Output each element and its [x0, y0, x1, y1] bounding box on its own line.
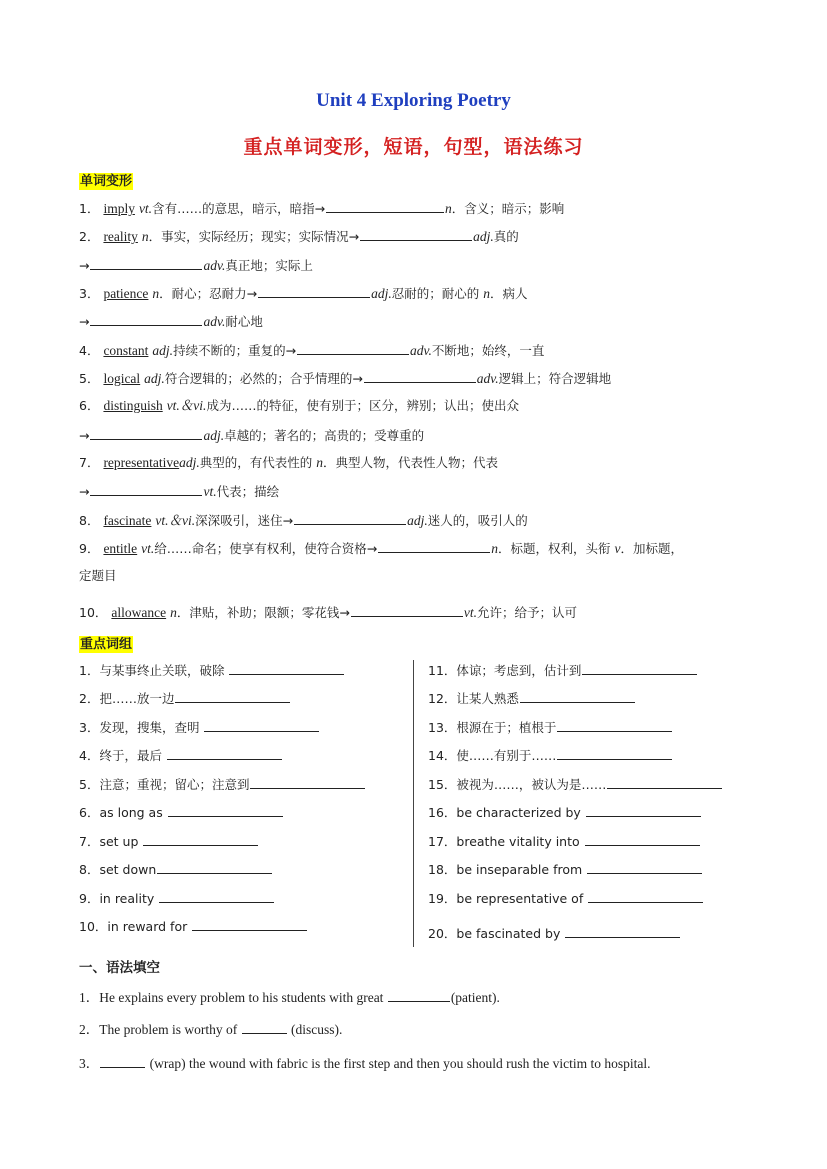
phrase-text: in reality	[99, 891, 155, 906]
phrase-num: 7．	[79, 834, 100, 849]
phrase-item	[79, 860, 273, 879]
vocab-word: entitle	[103, 541, 138, 556]
vocab-pos: vt.＆vi.	[155, 513, 196, 528]
vocab-pos: adj.	[473, 229, 494, 244]
phrase-text: 被视为……，被认为是……	[456, 777, 607, 792]
answer-blank[interactable]	[326, 199, 444, 213]
phrase-num: 3．	[79, 720, 100, 735]
phrase-num: 10．	[79, 919, 108, 934]
answer-blank[interactable]	[565, 924, 680, 938]
vocab-item-9	[79, 539, 683, 558]
vocab-def: ．标题，权利，头衔	[498, 541, 611, 556]
vocab-num: 6．	[79, 398, 100, 413]
phrase-num: 15．	[428, 777, 457, 792]
vocab-pos: n	[316, 455, 324, 470]
phrase-item	[79, 661, 345, 680]
vocab-pos: vt.＆vi.	[166, 398, 207, 413]
answer-blank[interactable]	[192, 917, 307, 931]
vocab-word: allowance	[111, 605, 167, 620]
vocab-def: ．病人	[490, 286, 528, 301]
column-divider	[413, 660, 414, 947]
arrow: →	[79, 258, 90, 273]
vocab-pos: n	[152, 286, 160, 301]
phrase-item	[79, 803, 284, 822]
vocab-def: 逻辑上；符合逻辑地	[498, 371, 612, 386]
vocab-item-9-cont	[79, 567, 117, 585]
vocab-def: 深深吸引，迷住→	[195, 513, 294, 528]
vocab-pos: vt.	[463, 605, 477, 620]
vocab-word: distinguish	[103, 398, 163, 413]
answer-blank[interactable]	[90, 256, 202, 270]
vocab-pos: vt.	[138, 201, 153, 216]
answer-blank[interactable]	[229, 661, 344, 675]
vocab-pos: adj.	[407, 513, 428, 528]
vocab-num: 3．	[79, 286, 100, 301]
vocab-def: 成为……的特征，使有别于；区分，辨别；认出；使出众	[206, 398, 519, 413]
vocab-item-7-cont	[79, 482, 279, 501]
section-grammar-heading: 一、语法填空	[79, 960, 160, 976]
phrase-num: 16．	[428, 805, 457, 820]
page-title: Unit 4 Exploring Poetry	[316, 90, 511, 111]
vocab-pos: adv.	[410, 343, 432, 358]
vocab-word: reality	[103, 229, 138, 244]
answer-blank[interactable]	[242, 1020, 287, 1034]
vocab-pos: adj.	[144, 371, 165, 386]
vocab-word: logical	[103, 371, 141, 386]
phrase-num: 19．	[428, 891, 457, 906]
vocab-word: imply	[103, 201, 135, 216]
grammar-text: He explains every problem to his students with great	[99, 990, 387, 1005]
vocab-pos: n	[445, 201, 452, 216]
section-vocab-label: 单词变形	[80, 174, 133, 189]
phrase-text: be representative of	[456, 891, 584, 906]
phrase-num: 11．	[428, 663, 457, 678]
vocab-def: 持续不断的；重复的→	[173, 343, 297, 358]
vocab-item-3	[79, 284, 528, 303]
phrase-text: 终于，最后	[99, 748, 162, 763]
answer-blank[interactable]	[258, 284, 370, 298]
vocab-num: 9．	[79, 541, 100, 556]
answer-blank[interactable]	[143, 832, 258, 846]
vocab-def: 真的	[493, 229, 519, 244]
phrase-num: 6．	[79, 805, 100, 820]
phrase-item	[428, 775, 723, 794]
vocab-num: 1．	[79, 201, 100, 216]
phrase-item	[428, 746, 673, 765]
phrase-item	[79, 775, 366, 794]
phrase-num: 17．	[428, 834, 457, 849]
vocab-pos: adj.	[371, 286, 392, 301]
page-subtitle: 重点单词变形，短语，句型，语法练习	[243, 136, 584, 158]
answer-blank[interactable]	[557, 718, 672, 732]
phrase-num: 2．	[79, 691, 100, 706]
phrase-item	[428, 832, 701, 851]
vocab-def: 耐心地	[225, 314, 263, 329]
vocab-word: constant	[103, 343, 149, 358]
grammar-item-1	[79, 988, 500, 1007]
vocab-word: patience	[103, 286, 149, 301]
phrase-text: 与某事终止关联，破除	[99, 663, 225, 678]
phrase-num: 9．	[79, 891, 100, 906]
answer-blank[interactable]	[378, 539, 490, 553]
vocab-num: 2．	[79, 229, 100, 244]
vocab-def: 卓越的；著名的；高贵的；受尊重的	[224, 428, 425, 443]
vocab-def: ．耐心；忍耐力→	[159, 286, 258, 301]
vocab-num: 10．	[79, 605, 108, 620]
phrase-item	[428, 924, 681, 943]
vocab-pos: vt.	[203, 484, 217, 499]
grammar-text: The problem is worthy of	[99, 1022, 241, 1037]
vocab-pos: adv.	[203, 314, 226, 329]
vocab-num: 7．	[79, 455, 100, 470]
vocab-def: 给……命名；使享有权利，使符合资格→	[154, 541, 378, 556]
vocab-item-6	[79, 397, 519, 415]
answer-blank[interactable]	[294, 511, 406, 525]
phrase-text: be characterized by	[456, 805, 581, 820]
phrase-text: 根源在于；植根于	[456, 720, 557, 735]
vocab-item-4	[79, 341, 544, 360]
phrase-num: 1．	[79, 663, 100, 678]
answer-blank[interactable]	[90, 482, 202, 496]
answer-blank[interactable]	[582, 661, 697, 675]
vocab-def: ．加标题，	[620, 541, 684, 556]
phrase-text: 让某人熟悉	[456, 691, 519, 706]
answer-blank[interactable]	[157, 860, 272, 874]
answer-blank[interactable]	[250, 775, 365, 789]
grammar-num: 2．	[79, 1022, 100, 1037]
vocab-pos: v	[614, 541, 621, 556]
vocab-def: 允许；给予；认可	[476, 605, 577, 620]
answer-blank[interactable]	[587, 860, 702, 874]
phrase-text: 体谅；考虑到，估计到	[456, 663, 582, 678]
phrase-text: 注意；重视；留心；注意到	[99, 777, 250, 792]
phrase-num: 20．	[428, 926, 457, 941]
vocab-def: 代表；描绘	[216, 484, 280, 499]
answer-blank[interactable]	[90, 426, 202, 440]
vocab-def: ．含义；暗示；影响	[451, 201, 565, 216]
vocab-item-6-cont	[79, 426, 424, 445]
vocab-def: 定题目	[79, 568, 117, 583]
phrase-item	[428, 889, 704, 908]
phrase-item	[428, 661, 698, 680]
phrase-item	[79, 832, 259, 851]
phrase-num: 4．	[79, 748, 100, 763]
grammar-text: (wrap) the wound with fabric is the first step and then you should rush the victim to hospital.	[146, 1056, 651, 1071]
phrase-text: set up	[99, 834, 139, 849]
vocab-def: 忍耐的；耐心的	[391, 286, 480, 301]
grammar-num: 3．	[79, 1056, 100, 1071]
vocab-def: 符合逻辑的；必然的；合乎情理的→	[164, 371, 363, 386]
answer-blank[interactable]	[360, 227, 472, 241]
answer-blank[interactable]	[364, 369, 476, 383]
vocab-item-1	[79, 199, 564, 218]
vocab-def: ．津贴，补助；限额；零花钱→	[176, 605, 350, 620]
phrase-num: 5．	[79, 777, 100, 792]
arrow: →	[79, 314, 90, 329]
vocab-num: 4．	[79, 343, 100, 358]
answer-blank[interactable]	[297, 341, 409, 355]
answer-blank[interactable]	[351, 603, 463, 617]
answer-blank[interactable]	[557, 746, 672, 760]
grammar-num: 1．	[79, 990, 100, 1005]
phrase-item	[428, 718, 673, 737]
phrase-item	[79, 889, 275, 908]
vocab-word: fascinate	[103, 513, 152, 528]
answer-blank[interactable]	[588, 889, 703, 903]
phrase-num: 8．	[79, 862, 100, 877]
phrase-text: as long as	[99, 805, 163, 820]
phrase-item	[79, 718, 320, 737]
phrase-text: in reward for	[107, 919, 188, 934]
vocab-pos: adj.	[203, 428, 225, 443]
grammar-item-3	[79, 1054, 651, 1073]
answer-blank[interactable]	[204, 718, 319, 732]
vocab-num: 8．	[79, 513, 100, 528]
vocab-def: 典型的，有代表性的	[199, 455, 313, 470]
vocab-def: ．事实，实际经历；现实；实际情况→	[148, 229, 360, 244]
answer-blank[interactable]	[388, 988, 450, 1002]
vocab-pos: adj.	[152, 343, 174, 358]
phrase-item	[428, 803, 702, 822]
vocab-item-7	[79, 454, 498, 472]
answer-blank[interactable]	[607, 775, 722, 789]
grammar-text: (discuss).	[287, 1022, 343, 1037]
vocab-pos: n	[141, 229, 149, 244]
phrase-item	[428, 689, 636, 708]
vocab-item-5	[79, 369, 611, 388]
vocab-num: 5．	[79, 371, 100, 386]
vocab-def: 不断地；始终，一直	[431, 343, 545, 358]
phrase-text: be fascinated by	[456, 926, 561, 941]
vocab-def: 含有……的意思，暗示，暗指→	[152, 201, 326, 216]
phrase-text: be inseparable from	[456, 862, 583, 877]
vocab-item-3-cont	[79, 312, 263, 331]
answer-blank[interactable]	[520, 689, 635, 703]
vocab-pos: n	[170, 605, 177, 620]
phrase-num: 13．	[428, 720, 457, 735]
answer-blank[interactable]	[168, 803, 283, 817]
vocab-pos: vt.	[141, 541, 155, 556]
vocab-pos: n	[491, 541, 499, 556]
vocab-word: representative	[103, 455, 180, 470]
answer-blank[interactable]	[585, 832, 700, 846]
answer-blank[interactable]	[175, 689, 290, 703]
arrow: →	[79, 428, 90, 443]
grammar-item-2	[79, 1020, 342, 1039]
vocab-def: 真正地；实际上	[225, 258, 313, 273]
vocab-pos: n	[483, 286, 491, 301]
arrow: →	[79, 484, 90, 499]
phrase-num: 18．	[428, 862, 457, 877]
vocab-item-2-cont	[79, 256, 313, 275]
phrase-item	[79, 917, 308, 936]
phrase-text: 发现，搜集，查明	[99, 720, 200, 735]
answer-blank[interactable]	[167, 746, 282, 760]
vocab-pos: adv.	[203, 258, 226, 273]
answer-blank[interactable]	[90, 312, 202, 326]
vocab-pos: adj.	[179, 455, 200, 470]
vocab-item-10	[79, 603, 577, 622]
phrase-item	[79, 689, 291, 708]
answer-blank[interactable]	[586, 803, 701, 817]
phrase-text: 把……放一边	[99, 691, 175, 706]
vocab-item-2	[79, 227, 519, 246]
vocab-pos: adv.	[476, 371, 499, 386]
vocab-def: 迷人的，吸引人的	[427, 513, 528, 528]
phrase-text: 使……有别于……	[456, 748, 557, 763]
phrase-text: set down	[99, 862, 157, 877]
phrase-text: breathe vitality into	[456, 834, 580, 849]
phrase-item	[79, 746, 283, 765]
vocab-item-8	[79, 511, 528, 530]
answer-blank[interactable]	[100, 1054, 145, 1068]
answer-blank[interactable]	[159, 889, 274, 903]
grammar-text: (patient).	[450, 990, 500, 1005]
phrase-item	[428, 860, 703, 879]
vocab-def: ．典型人物，代表性人物；代表	[323, 455, 499, 470]
phrase-num: 14．	[428, 748, 457, 763]
phrase-num: 12．	[428, 691, 457, 706]
section-phrases-label: 重点词组	[80, 637, 133, 652]
